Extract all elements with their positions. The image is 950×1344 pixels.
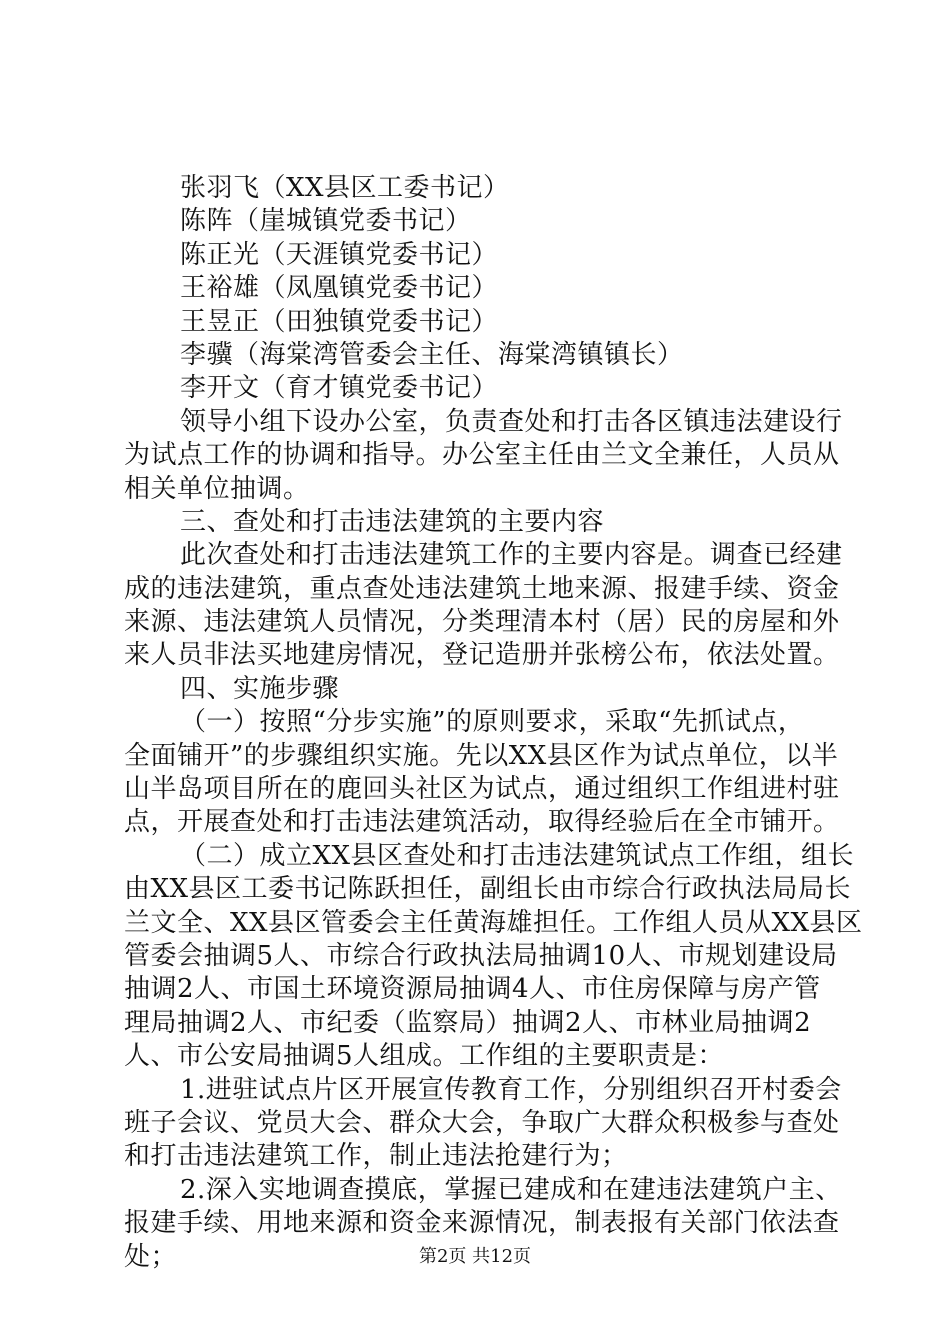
paragraph-line: 来人员非法买地建房情况，登记造册并张榜公布，依法处置。 bbox=[124, 640, 840, 671]
member-item: 李骥（海棠湾管委会主任、海棠湾镇镇长） bbox=[180, 339, 684, 370]
member-item: 王昱正（田独镇党委书记） bbox=[180, 306, 499, 337]
paragraph-line: 成的违法建筑，重点查处违法建筑土地来源、报建手续、资金 bbox=[124, 573, 840, 604]
paragraph-line: 兰文全、XX县区管委会主任黄海雄担任。工作组人员从XX县区 bbox=[124, 907, 863, 938]
member-item: 李开文（育才镇党委书记） bbox=[180, 373, 499, 404]
duty1-paragraph bbox=[124, 1074, 842, 1174]
paragraph-line: 管委会抽调5人、市综合行政执法局抽调10人、市规划建设局 bbox=[124, 940, 838, 971]
member-item: 陈阵（崖城镇党委书记） bbox=[180, 206, 472, 237]
paragraph-line: （二）成立XX县区查处和打击违法建筑试点工作组，组长 bbox=[180, 840, 855, 871]
paragraph-line: 领导小组下设办公室，负责查处和打击各区镇违法建设行 bbox=[180, 406, 843, 437]
paragraph-line: 点，开展查处和打击违法建筑活动，取得经验后在全市铺开。 bbox=[124, 807, 840, 838]
paragraph-line: 由XX县区工委书记陈跃担任，副组长由市综合行政执法局局长 bbox=[124, 874, 852, 905]
page-number-footer: 第2页 共12页 bbox=[418, 1246, 532, 1267]
paragraph-line: 1.进驻试点片区开展宣传教育工作，分别组织召开村委会 bbox=[180, 1074, 842, 1105]
member-item: 陈正光（天涯镇党委书记） bbox=[180, 239, 499, 270]
paragraph-line: 全面铺开”的步骤组织实施。先以XX县区作为试点单位，以半 bbox=[124, 740, 839, 771]
paragraph-line: 理局抽调2人、市纪委（监察局）抽调2人、市林业局抽调2 bbox=[124, 1007, 812, 1038]
document-body bbox=[124, 172, 863, 1274]
member-list bbox=[176, 172, 836, 406]
paragraph-line: 人、市公安局抽调5人组成。工作组的主要职责是： bbox=[124, 1041, 725, 1072]
paragraph-line: 此次查处和打击违法建筑工作的主要内容是。调查已经建 bbox=[180, 540, 843, 571]
step2-paragraph bbox=[124, 840, 863, 1074]
paragraph-line: 报建手续、用地来源和资金来源情况，制表报有关部门依法查 bbox=[124, 1208, 840, 1239]
section3-paragraph bbox=[124, 539, 843, 673]
office-paragraph bbox=[124, 406, 843, 506]
member-item: 张羽飞（XX县区工委书记） bbox=[180, 173, 510, 203]
paragraph-line: 山半岛项目所在的鹿回头社区为试点，通过组织工作组进村驻 bbox=[124, 774, 840, 805]
paragraph-line: 处； bbox=[124, 1241, 178, 1272]
paragraph-line: 来源、违法建筑人员情况，分类理清本村（居）民的房屋和外 bbox=[124, 607, 840, 638]
section-heading: 三、查处和打击违法建筑的主要内容 bbox=[180, 506, 605, 537]
paragraph-line: 抽调2人、市国土环境资源局抽调4人、市住房保障与房产管 bbox=[124, 974, 821, 1005]
member-item: 王裕雄（凤凰镇党委书记） bbox=[180, 273, 499, 304]
paragraph-line: 相关单位抽调。 bbox=[124, 473, 310, 504]
paragraph-line: 班子会议、党员大会、群众大会，争取广大群众积极参与查处 bbox=[124, 1107, 840, 1138]
paragraph-line: 为试点工作的协调和指导。办公室主任由兰文全兼任，人员从 bbox=[124, 440, 840, 471]
paragraph-line: 和打击违法建筑工作，制止违法抢建行为； bbox=[124, 1141, 628, 1172]
step1-paragraph bbox=[124, 706, 840, 840]
section-heading: 四、实施步骤 bbox=[180, 673, 340, 704]
paragraph-line: 2.深入实地调查摸底，掌握已建成和在建违法建筑户主、 bbox=[180, 1174, 842, 1205]
paragraph-line: （一）按照“分步实施”的原则要求，采取“先抓试点， bbox=[180, 707, 805, 738]
